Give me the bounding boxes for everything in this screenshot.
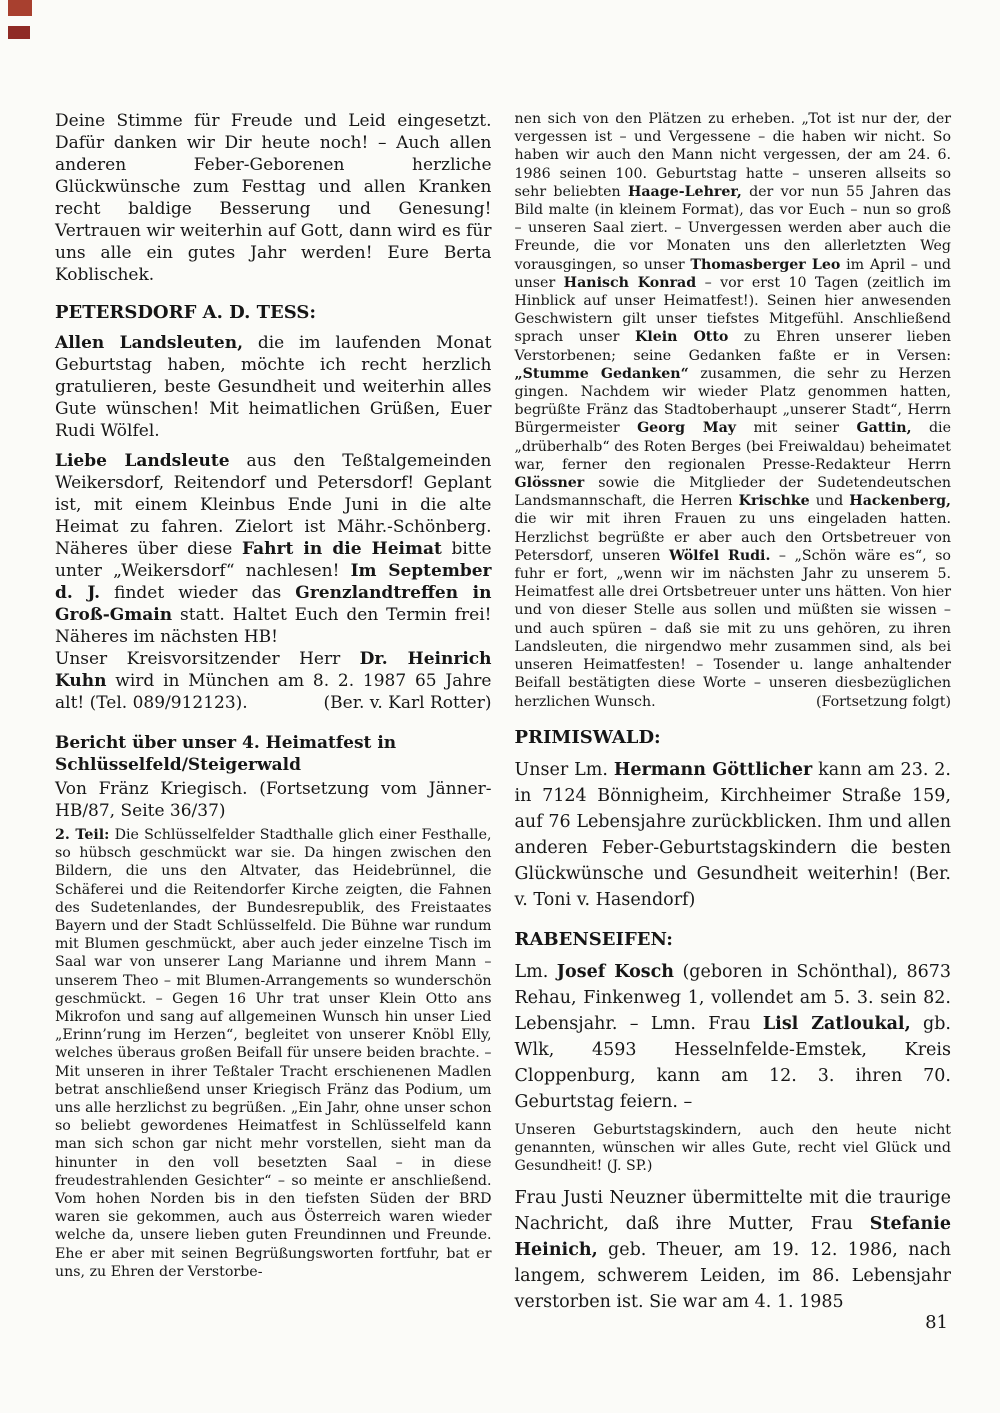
rabenseifen-paragraph: Lm. Josef Kosch (geboren in Schönthal), 8673 Rehau, Finkenweg 1, vollendet am 5. 3. sein 82. Lebensjahr. – Lmn. Frau Lisl Zatloukal, gb. Wlk, 4593 Hesselnfelde-Emstek, Kreis Cloppenburg, kann am 12. 3. ihren 70. Geburtstag feiern. –: [514, 961, 951, 1112]
primiswald-paragraph: Unser Lm. Hermann Göttlicher kann am 23. 2. in 7124 Bönnigheim, Kirchheimer Straße 159, auf 76 Lebensjahre zurückblicken. Ihm und allen anderen Feber-Geburtstagskindern die besten Glückwünsche und Gesundheit weiterhin! (Ber. v. Toni v. Hasendorf): [514, 759, 951, 910]
print-mark-icon: [8, 0, 32, 16]
petersdorf-paragraph-2: Liebe Landsleute aus den Teßtalgemeinden Weikersdorf, Reitendorf und Petersdorf! Geplant ist, mit einem Kleinbus Ende Juni in die alte Heimat zu fahren. Zielort ist Mähr.-Schönberg. Näheres über diese Fahrt in die Heimat bitte unter „Weikersdorf“ nachlesen! Im September d. J. findet wieder das Grenzlandtreffen in Groß-Gmain statt. Haltet Euch den Termin frei! Näheres im nächsten HB!: [55, 451, 492, 647]
rabenseifen-note-paragraph: Unseren Geburtstagskindern, auch den heute nicht genannten, wünschen wir alles Gute, recht viel Glück und Gesundheit! (J. SP.): [514, 1121, 951, 1175]
left-column: [55, 110, 492, 1281]
neuzner-obituary-paragraph: Frau Justi Neuzner übermittelte mit die traurige Nachricht, daß ihre Mutter, Frau Stefanie Heinich, geb. Theuer, am 19. 12. 1986, nach langem, schwerem Leiden, im 86. Lebensjahr verstorben ist. Sie war am 4. 1. 1985: [514, 1188, 951, 1313]
page-number: 81: [925, 1312, 948, 1333]
print-mark-icon: [8, 26, 30, 39]
two-column-layout: [55, 110, 951, 1315]
section-heading-primiswald: PRIMISWALD:: [514, 726, 661, 748]
section-heading-bericht: Bericht über unser 4. Heimatfest in Schlüsselfeld/Steigerwald: [55, 733, 397, 775]
petersdorf-paragraph-1: Allen Landsleuten, die im laufenden Monat Geburtstag haben, möchte ich recht herzlich gratulieren, beste Gesundheit und weiterhin alles Gute wünschen! Mit heimatlichen Grüßen, Euer Rudi Wölfel.: [55, 333, 492, 441]
petersdorf-paragraph-3: Unser Kreisvorsitzender Herr Dr. Heinrich Kuhn wird in München am 8. 2. 1987 65 Jahre alt! (Tel. 089/912123). (Ber. v. Karl Rotter): [55, 649, 492, 713]
section-heading-petersdorf: PETERSDORF A. D. TESS:: [55, 302, 316, 323]
bericht-byline: Von Fränz Kriegisch. (Fortsetzung vom Jänner-HB/87, Seite 36/37): [55, 779, 492, 821]
bericht-body-paragraph: 2. Teil: Die Schlüsselfelder Stadthalle glich einer Festhalle, so hübsch geschmückt war sie. Da hingen zwischen den Bildern, die uns den Altvater, das Heidebrünnel, die Schäferei und die Reitendorfer Kirche zeigten, die Fahnen des Sudetenlandes, der Bundesrepublik, des Freistaates Bayern und der Stadt Schlüsselfeld. Die Bühne war rundum mit Blumen geschmückt, aber auch jeder einzelne Tisch im Saal war von unserer Lang Marianne und ihrem Mann – unserem Theo – mit Blumen-Arrangements so wunderschön geschmückt. – Gegen 16 Uhr trat unser Klein Otto ans Mikrofon und sang auf allgemeinen Wunsch hin unser Lied „Erinn’rung im Herzen“, begleitet von unserer Knöbl Elly, welches überaus großen Beifall für unsere beiden brachte. – Mit unseren in ihrer Teßtaler Tracht erschienenen Madlen betrat anschließend unser Kriegisch Fränz das Podium, um uns alle herzlichst zu begrüßen. „Ein Jahr, ohne unser schon so beliebt gewordenes Heimatfest in Schlüsselfeld kann man sich schon gar nicht mehr vorstellen, sieht man da hinunter in den voll besetzten Saal – in diese freudestrahlenden Gesichter“ – so meinte er anschließend. Vom hohen Norden bis in den tiefsten Süden der BRD waren sie gekommen, auch aus Österreich waren wieder welche da, unsere lieben guten Freundinnen und Freunde. Ehe er aber mit seinen Begrüßungsworten fortfuhr, bat er uns, zu Ehren der Verstorbe-: [55, 827, 492, 1280]
intro-paragraph: Deine Stimme für Freude und Leid eingesetzt. Dafür danken wir Dir heute noch! – Auch allen anderen Feber-Geborenen herzliche Glückwünsche zum Festtag und allen Kranken recht baldige Besserung und Genesung! Vertrauen wir weiterhin auf Gott, dann wird es für uns alle ein gutes Jahr werden! Eure Berta Koblischek.: [55, 111, 492, 285]
section-heading-rabenseifen: RABENSEIFEN:: [514, 928, 673, 950]
bericht-continuation-paragraph: nen sich von den Plätzen zu erheben. „Tot ist nur der, der vergessen ist – und Vergessene – die haben wir nicht. So haben wir auch den Mann nicht vergessen, der am 24. 6. 1986 seinen 100. Geburtstag hatte – unseren allseits so sehr beliebten Haage-Lehrer, der vor nun 55 Jahren das Bild malte (in kleinem Format), das vor Euch – nun so groß – unseren Saal ziert. – Unvergessen werden aber auch die Freunde, die vor Monaten uns den allerletzten Weg vorausgingen, so unser Thomasberger Leo im April – und unser Hanisch Konrad – vor erst 10 Tagen (zeitlich im Hinblick auf unser Heimatfest!). Seinen hier anwesenden Geschwistern gilt unser tiefstes Mitgefühl. Anschließend sprach unser Klein Otto zu Ehren unserer lieben Verstorbenen; seine Gedanken faßte er in Versen: „Stumme Gedanken“ zusammen, die sehr zu Herzen gingen. Nachdem wir wieder Platz genommen hatten, begrüßte Fränz das Stadtoberhaupt „unserer Stadt“, Herrn Bürgermeister Georg May mit seiner Gattin, die „drüberhalb“ des Roten Berges (bei Freiwaldau) beheimatet war, ferner den regionalen Presse-Redakteur Herrn Glössner sowie die Mitglieder der Sudetendeutschen Landsmannschaft, die Herren Krischke und Hackenberg, die wir mit ihren Frauen zu uns eingeladen hatten. Herzlichst begrüßte er aber auch den Ortsbetreuer von Petersdorf, unseren Wölfel Rudi. – „Schön wäre es“, so fuhr er fort, „wenn wir im nächsten Jahr zu unserem 5. Heimatfest alle drei Ortsbetreuer unter uns hätten. Von hier und von dieser Stelle aus sollen und müßten sie wissen – und auch spüren – daß sie mit zu uns gehören, zu ihren Landsleuten, die nirgendwo mehr zusammen sind, als bei unseren Heimatfesten! – Tosender u. lange anhaltender Beifall bestätigten diese Worte – unseren diesbezüglichen herzlichen Wunsch. (Fortsetzung folgt): [514, 111, 952, 710]
print-marks: [8, 0, 38, 46]
right-column: [515, 110, 952, 1315]
